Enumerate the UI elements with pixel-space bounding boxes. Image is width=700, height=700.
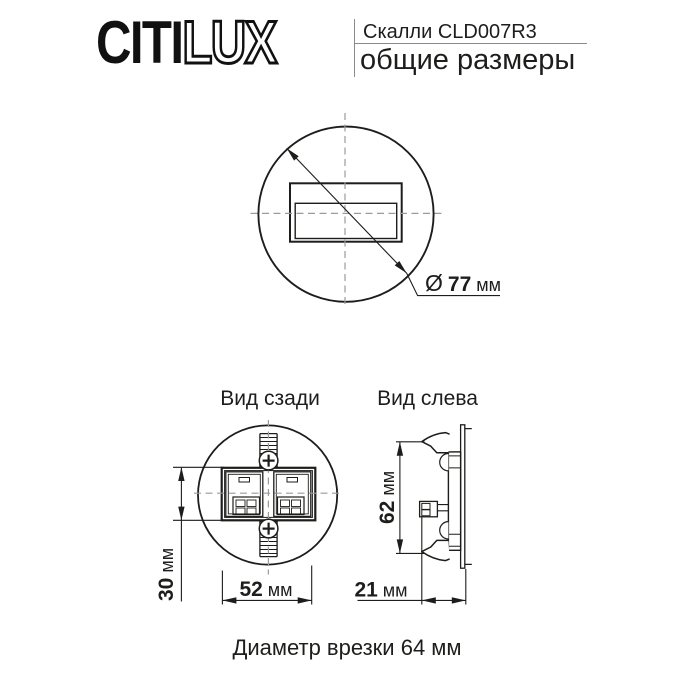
side-wire-connector — [420, 501, 449, 516]
logo-outline-part: LUX — [182, 9, 276, 76]
rear-width-dimension — [222, 566, 311, 605]
spring-clip-top — [422, 433, 450, 453]
clip-pivot-top — [440, 454, 449, 471]
front-view-diagram — [251, 113, 502, 307]
lamp-window-outer — [290, 183, 402, 241]
side-housing-body — [448, 452, 460, 550]
rear-view-diagram — [155, 387, 342, 605]
side-depth-label: 21 мм — [354, 578, 408, 602]
side-view-diagram — [354, 387, 478, 605]
side-height-label: 62мм — [376, 470, 399, 524]
side-faceplate — [461, 425, 472, 568]
phillips-screw-bottom — [259, 519, 278, 538]
drawing-subtitle: общие размеры — [360, 44, 576, 76]
rear-width-label: 52 мм — [239, 578, 293, 601]
cutout-diameter-caption: Диаметр врезки 64 мм — [232, 635, 462, 660]
clip-pivot-bottom — [440, 522, 449, 539]
diameter-label: Ø 77 мм — [425, 270, 501, 296]
rear-view-title: Вид сзади — [220, 387, 320, 410]
side-height-dimension — [376, 442, 425, 554]
phillips-screw-top — [259, 451, 278, 470]
product-model-title: Скалли CLD007R3 — [363, 21, 537, 43]
logo-solid-part: CITI — [96, 9, 183, 76]
rear-height-label: 30мм — [155, 547, 178, 601]
spring-clip-bottom — [422, 540, 450, 560]
side-view-title: Вид слева — [377, 387, 478, 410]
